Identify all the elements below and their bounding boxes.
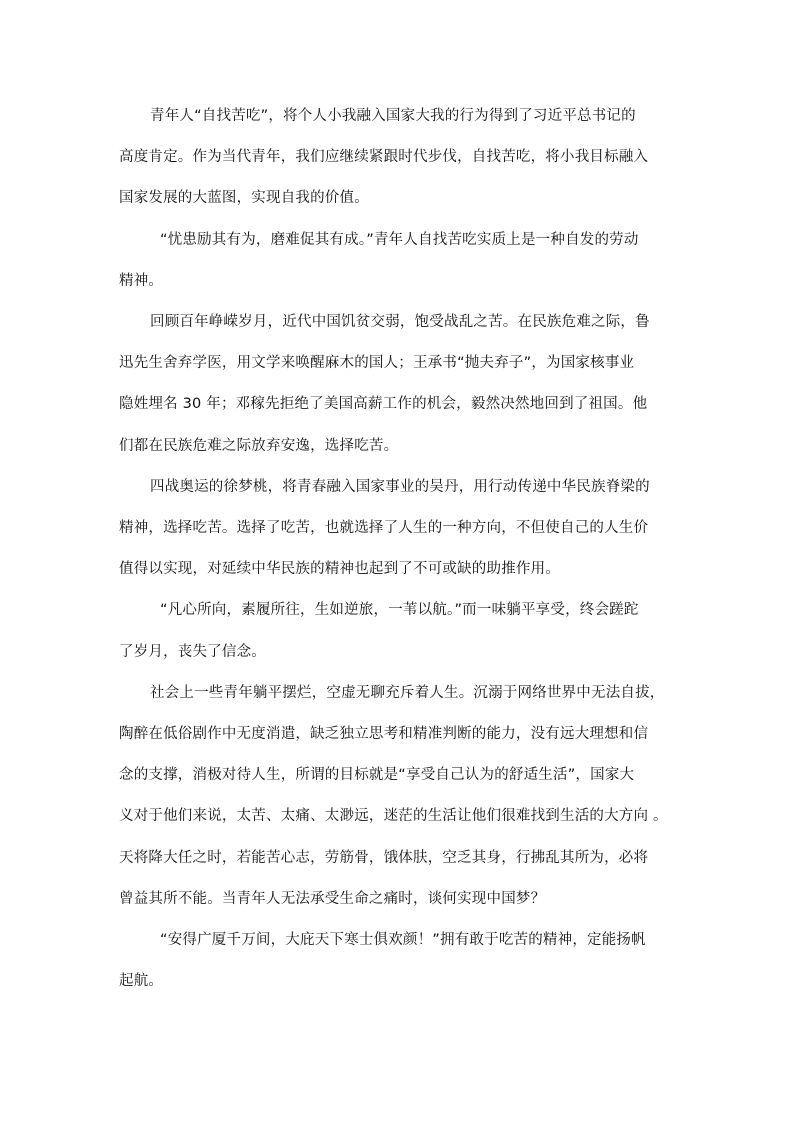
paragraph-7 (119, 920, 679, 1002)
paragraph-line: 国家发展的大蓝图，实现自我的价值。 (119, 190, 369, 207)
paragraph-line: “安得广厦千万间，大庇天下寒士俱欢颜！”拥有敢于吃苦的精神，定能扬帆 (160, 932, 646, 949)
paragraph-line: 念的支撑，消极对待人生，所谓的目标就是“享受自己认为的舒适生活”，国家大 (119, 767, 635, 784)
paragraph-line: 迅先生舍弃学医，用文学来唤醒麻木的国人；王承书“抛夫弃子”，为国家核事业 (119, 355, 635, 372)
paragraph-line: 义对于他们来说，太苦、太痛、太渺远，迷茫的生活让他们很难找到生活的大方向 。 (119, 808, 668, 825)
paragraph-line: 起航。 (119, 973, 164, 990)
paragraph-line: 青年人“自找苦吃”，将个人小我融入国家大我的行为得到了习近平总书记的 (150, 108, 636, 124)
paragraph-line: 天将降大任之时，若能苦心志，劳筋骨，饿体肤，空乏其身，行拂乱其所为，必将 (119, 849, 649, 866)
paragraph-2 (119, 220, 679, 302)
paragraph-line: 精神。 (119, 272, 164, 289)
paragraph-6 (119, 673, 679, 920)
paragraph-line: “凡心所向，素履所往，生如逆旅，一苇以航。”而一味躺平享受，终会蹉跎 (160, 602, 639, 619)
paragraph-line: 曾益其所不能。当青年人无法承受生命之痛时，谈何实现中国梦？ (119, 890, 546, 907)
paragraph-line: 值得以实现，对延续中华民族的精神也起到了不可或缺的助推作用。 (119, 561, 560, 578)
paragraph-line: 精神，选择吃苦。选择了吃苦，也就选择了人生的一种方向，不但使自己的人生价 (119, 520, 649, 537)
document-body (119, 96, 679, 1002)
paragraph-line: 高度肯定。作为当代青年，我们应继续紧跟时代步伐，自找苦吃，将小我目标融入 (119, 149, 649, 166)
paragraph-line: 陶醉在低俗剧作中无度消遣，缺乏独立思考和精准判断的能力，没有远大理想和信 (119, 726, 649, 743)
paragraph-line: 社会上一些青年躺平摆烂，空虚无聊充斥着人生。沉溺于网络世界中无法自拔， (150, 684, 665, 701)
paragraph-line: 了岁月，丧失了信念。 (119, 643, 266, 660)
paragraph-line: 们都在民族危难之际放弃安逸，选择吃苦。 (119, 437, 399, 454)
paragraph-1 (119, 96, 679, 220)
paragraph-4 (119, 467, 679, 591)
paragraph-line: 回顾百年峥嵘岁月，近代中国饥贫交弱，饱受战乱之苦。在民族危难之际，鲁 (150, 314, 650, 331)
paragraph-line: “忧患励其有为，磨难促其有成。”青年人自找苦吃实质上是一种自发的劳动 (160, 231, 639, 248)
paragraph-3 (119, 302, 679, 467)
paragraph-line: 四战奥运的徐梦桃，将青春融入国家事业的吴丹，用行动传递中华民族脊梁的 (150, 478, 650, 495)
paragraph-5 (119, 590, 679, 672)
paragraph-line: 隐姓埋名 30 年；邓稼先拒绝了美国高薪工作的机会，毅然决然地回到了祖国。他 (119, 396, 648, 413)
